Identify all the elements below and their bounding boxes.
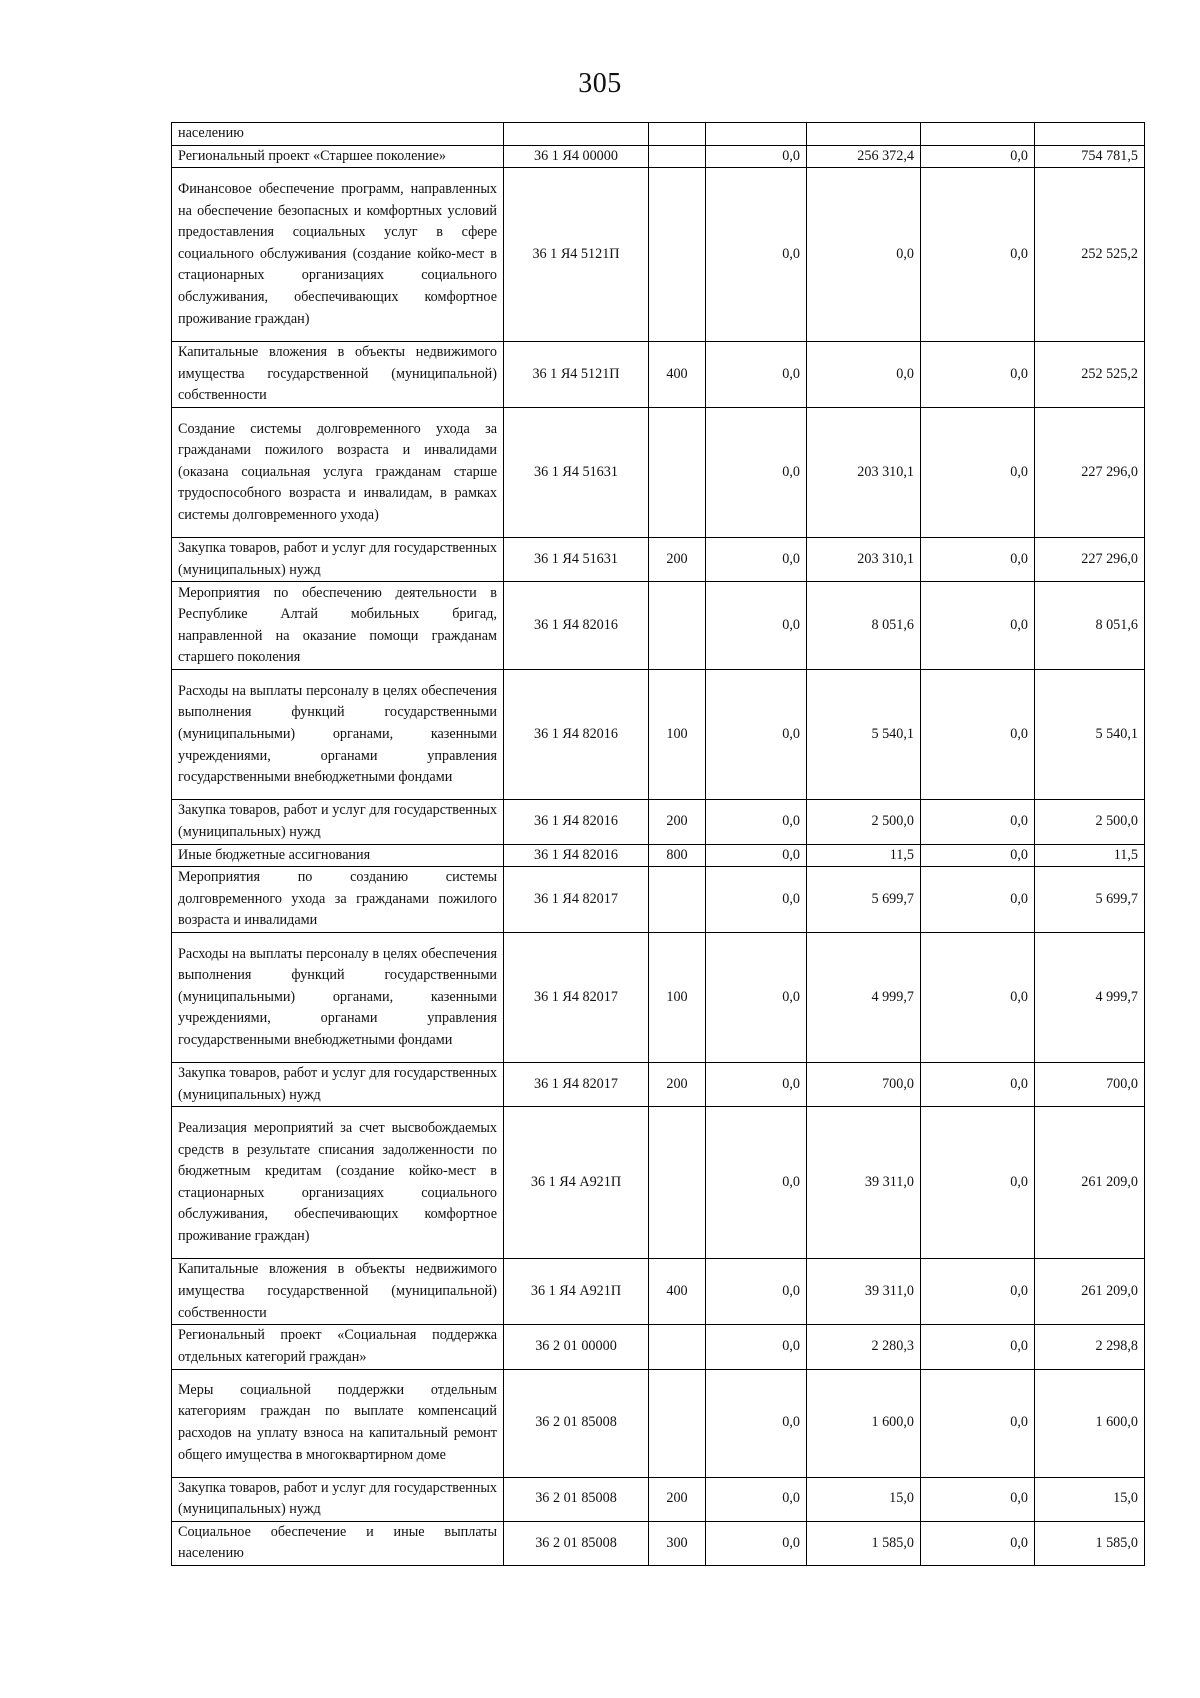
row-value-4: 261 209,0 [1035, 1107, 1145, 1259]
row-value-3: 0,0 [921, 1325, 1035, 1369]
table-row [172, 800, 1145, 844]
row-name: Закупка товаров, работ и услуг для государственных (муниципальных) нужд [172, 1477, 504, 1521]
row-value-1: 0,0 [706, 1063, 807, 1107]
row-name: Социальное обеспечение и иные выплаты населению [172, 1521, 504, 1565]
table-row [172, 123, 1145, 146]
row-code: 36 1 Я4 82017 [504, 867, 649, 933]
row-value-2: 5 699,7 [807, 867, 921, 933]
row-name: Региональный проект «Старшее поколение» [172, 145, 504, 168]
row-expense-type [649, 1325, 706, 1369]
row-value-4: 2 500,0 [1035, 800, 1145, 844]
row-value-4: 227 296,0 [1035, 408, 1145, 538]
row-value-1: 0,0 [706, 933, 807, 1063]
row-value-1: 0,0 [706, 582, 807, 670]
row-name: Закупка товаров, работ и услуг для государственных (муниципальных) нужд [172, 800, 504, 844]
row-value-3 [921, 123, 1035, 146]
row-value-2: 15,0 [807, 1477, 921, 1521]
row-value-3: 0,0 [921, 1259, 1035, 1325]
row-value-1: 0,0 [706, 844, 807, 867]
row-expense-type: 200 [649, 538, 706, 582]
row-value-3: 0,0 [921, 1477, 1035, 1521]
row-name: Расходы на выплаты персоналу в целях обеспечения выполнения функций государственными (муниципальными) органами, казенными учреждениями, органами управления государственными внебюджетными фондами [172, 933, 504, 1063]
row-value-4: 4 999,7 [1035, 933, 1145, 1063]
row-value-4: 11,5 [1035, 844, 1145, 867]
row-value-1: 0,0 [706, 800, 807, 844]
row-value-2: 256 372,4 [807, 145, 921, 168]
row-code: 36 1 Я4 5121П [504, 342, 649, 408]
row-value-2: 11,5 [807, 844, 921, 867]
row-value-3: 0,0 [921, 867, 1035, 933]
row-expense-type [649, 123, 706, 146]
row-expense-type [649, 867, 706, 933]
row-value-1: 0,0 [706, 408, 807, 538]
row-code: 36 1 Я4 А921П [504, 1259, 649, 1325]
row-expense-type: 200 [649, 1063, 706, 1107]
row-name: населению [172, 123, 504, 146]
table-row [172, 867, 1145, 933]
row-value-2: 2 500,0 [807, 800, 921, 844]
row-name: Иные бюджетные ассигнования [172, 844, 504, 867]
row-value-3: 0,0 [921, 800, 1035, 844]
row-code: 36 1 Я4 51631 [504, 408, 649, 538]
row-value-3: 0,0 [921, 538, 1035, 582]
row-value-1: 0,0 [706, 1521, 807, 1565]
row-value-2: 1 585,0 [807, 1521, 921, 1565]
table-row [172, 408, 1145, 538]
row-value-2: 2 280,3 [807, 1325, 921, 1369]
row-value-2: 1 600,0 [807, 1369, 921, 1477]
row-name: Капитальные вложения в объекты недвижимого имущества государственной (муниципальной) собственности [172, 1259, 504, 1325]
table-row [172, 1521, 1145, 1565]
row-code: 36 1 Я4 А921П [504, 1107, 649, 1259]
row-code: 36 1 Я4 51631 [504, 538, 649, 582]
row-name: Закупка товаров, работ и услуг для государственных (муниципальных) нужд [172, 538, 504, 582]
row-value-3: 0,0 [921, 582, 1035, 670]
row-value-1: 0,0 [706, 1477, 807, 1521]
row-name: Создание системы долговременного ухода за гражданами пожилого возраста и инвалидами (оказана социальная услуга гражданам старше трудоспособного возраста и инвалидам, в рамках системы долговременного ухода) [172, 408, 504, 538]
row-value-4 [1035, 123, 1145, 146]
row-code: 36 2 01 85008 [504, 1521, 649, 1565]
table-row [172, 342, 1145, 408]
row-expense-type [649, 145, 706, 168]
row-value-4: 8 051,6 [1035, 582, 1145, 670]
row-value-3: 0,0 [921, 1063, 1035, 1107]
row-value-1: 0,0 [706, 1325, 807, 1369]
row-expense-type: 800 [649, 844, 706, 867]
row-name: Закупка товаров, работ и услуг для государственных (муниципальных) нужд [172, 1063, 504, 1107]
row-value-1: 0,0 [706, 342, 807, 408]
row-value-1: 0,0 [706, 670, 807, 800]
row-expense-type [649, 1369, 706, 1477]
row-code: 36 2 01 85008 [504, 1369, 649, 1477]
row-value-1 [706, 123, 807, 146]
row-value-3: 0,0 [921, 145, 1035, 168]
row-value-4: 2 298,8 [1035, 1325, 1145, 1369]
row-code: 36 2 01 00000 [504, 1325, 649, 1369]
row-value-3: 0,0 [921, 933, 1035, 1063]
row-value-3: 0,0 [921, 342, 1035, 408]
table-row [172, 145, 1145, 168]
row-value-1: 0,0 [706, 1369, 807, 1477]
table-row [172, 844, 1145, 867]
table-row [172, 1259, 1145, 1325]
row-name: Региональный проект «Социальная поддержка отдельных категорий граждан» [172, 1325, 504, 1369]
row-value-4: 261 209,0 [1035, 1259, 1145, 1325]
row-name: Мероприятия по созданию системы долговременного ухода за гражданами пожилого возраста и инвалидами [172, 867, 504, 933]
table-row [172, 933, 1145, 1063]
row-expense-type: 100 [649, 933, 706, 1063]
row-value-2: 5 540,1 [807, 670, 921, 800]
table-row [172, 1063, 1145, 1107]
row-code: 36 1 Я4 82016 [504, 800, 649, 844]
row-value-1: 0,0 [706, 145, 807, 168]
row-expense-type [649, 168, 706, 342]
row-code [504, 123, 649, 146]
row-value-1: 0,0 [706, 1107, 807, 1259]
row-value-2: 39 311,0 [807, 1107, 921, 1259]
row-value-4: 5 540,1 [1035, 670, 1145, 800]
row-value-4: 227 296,0 [1035, 538, 1145, 582]
row-expense-type: 200 [649, 800, 706, 844]
row-value-2: 700,0 [807, 1063, 921, 1107]
row-value-1: 0,0 [706, 538, 807, 582]
row-value-4: 700,0 [1035, 1063, 1145, 1107]
row-value-3: 0,0 [921, 1521, 1035, 1565]
row-value-4: 15,0 [1035, 1477, 1145, 1521]
row-value-2: 39 311,0 [807, 1259, 921, 1325]
row-value-2: 203 310,1 [807, 538, 921, 582]
row-code: 36 2 01 85008 [504, 1477, 649, 1521]
row-value-3: 0,0 [921, 844, 1035, 867]
row-expense-type [649, 408, 706, 538]
table-row [172, 1369, 1145, 1477]
row-expense-type: 400 [649, 342, 706, 408]
row-value-2: 0,0 [807, 168, 921, 342]
row-value-4: 252 525,2 [1035, 168, 1145, 342]
row-expense-type: 400 [649, 1259, 706, 1325]
row-value-3: 0,0 [921, 1107, 1035, 1259]
row-code: 36 1 Я4 82016 [504, 844, 649, 867]
row-code: 36 1 Я4 00000 [504, 145, 649, 168]
row-value-4: 754 781,5 [1035, 145, 1145, 168]
row-value-2: 203 310,1 [807, 408, 921, 538]
row-value-1: 0,0 [706, 168, 807, 342]
row-value-3: 0,0 [921, 168, 1035, 342]
row-value-2: 0,0 [807, 342, 921, 408]
row-value-2: 8 051,6 [807, 582, 921, 670]
row-code: 36 1 Я4 82016 [504, 582, 649, 670]
row-code: 36 1 Я4 5121П [504, 168, 649, 342]
row-expense-type: 200 [649, 1477, 706, 1521]
table-row [172, 670, 1145, 800]
page-number: 305 [578, 68, 622, 99]
row-value-4: 1 600,0 [1035, 1369, 1145, 1477]
row-name: Капитальные вложения в объекты недвижимого имущества государственной (муниципальной) собственности [172, 342, 504, 408]
row-value-4: 252 525,2 [1035, 342, 1145, 408]
row-name: Меры социальной поддержки отдельным категориям граждан по выплате компенсаций расходов на уплату взноса на капитальный ремонт общего имущества в многоквартирном доме [172, 1369, 504, 1477]
row-value-2 [807, 123, 921, 146]
row-code: 36 1 Я4 82017 [504, 933, 649, 1063]
row-value-4: 1 585,0 [1035, 1521, 1145, 1565]
row-value-2: 4 999,7 [807, 933, 921, 1063]
row-code: 36 1 Я4 82016 [504, 670, 649, 800]
row-name: Расходы на выплаты персоналу в целях обеспечения выполнения функций государственными (муниципальными) органами, казенными учреждениями, органами управления государственными внебюджетными фондами [172, 670, 504, 800]
table-row [172, 168, 1145, 342]
row-value-3: 0,0 [921, 1369, 1035, 1477]
row-value-4: 5 699,7 [1035, 867, 1145, 933]
row-expense-type: 100 [649, 670, 706, 800]
table-row [172, 1325, 1145, 1369]
row-expense-type [649, 1107, 706, 1259]
row-value-1: 0,0 [706, 1259, 807, 1325]
row-name: Реализация мероприятий за счет высвобождаемых средств в результате списания задолженности по бюджетным кредитам (создание койко-мест в стационарных организациях социального обслуживания, обеспечивающих комфортное проживание граждан) [172, 1107, 504, 1259]
table-row [172, 582, 1145, 670]
row-name: Мероприятия по обеспечению деятельности в Республике Алтай мобильных бригад, направленной на оказание помощи гражданам старшего поколения [172, 582, 504, 670]
budget-table [171, 122, 1145, 1566]
row-value-3: 0,0 [921, 408, 1035, 538]
budget-table-body [172, 123, 1145, 1566]
row-name: Финансовое обеспечение программ, направленных на обеспечение безопасных и комфортных условий предоставления социальных услуг в сфере социального обслуживания (создание койко-мест в стационарных организациях социального обслуживания, обеспечивающих комфортное проживание граждан) [172, 168, 504, 342]
table-row [172, 1477, 1145, 1521]
table-row [172, 538, 1145, 582]
table-row [172, 1107, 1145, 1259]
row-expense-type: 300 [649, 1521, 706, 1565]
row-expense-type [649, 582, 706, 670]
row-value-1: 0,0 [706, 867, 807, 933]
row-value-3: 0,0 [921, 670, 1035, 800]
row-code: 36 1 Я4 82017 [504, 1063, 649, 1107]
